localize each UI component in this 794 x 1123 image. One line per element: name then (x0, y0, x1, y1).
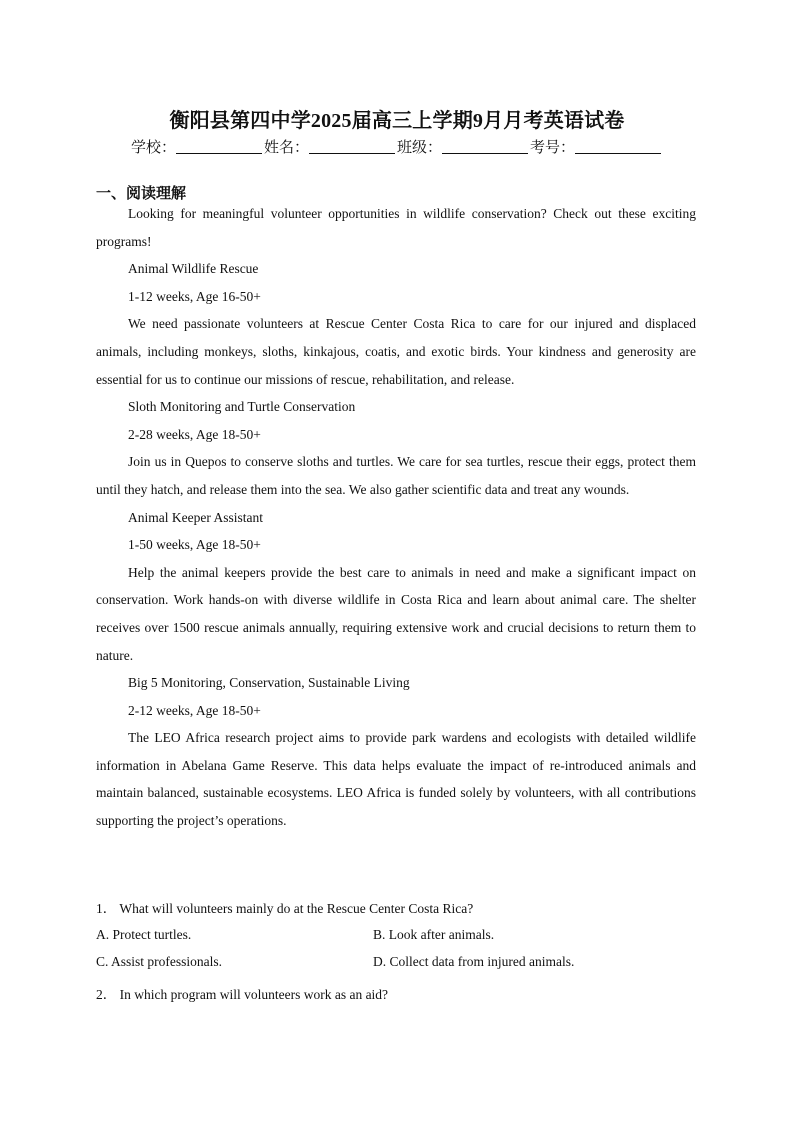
reading-passage (96, 200, 696, 835)
program-name: Animal Keeper Assistant (128, 509, 263, 525)
page-title: 衡阳县第四中学2025届高三上学期9月月考英语试卷 (169, 110, 625, 132)
program-meta: 1-12 weeks, Age 16-50+ (128, 288, 261, 304)
program-description: The LEO Africa research project aims to provide park wardens and ecologists with detailed wildlife information in Abelana Game Reserve. This data helps evaluate the impact of re-introduced animals and maintain balanced, sustainable ecosystems. LEO Africa is funded solely by volunteers, with all contributions supporting the project’s operations. (96, 730, 696, 829)
class-label: 班级： (397, 140, 443, 156)
program-name: Sloth Monitoring and Turtle Conservation (128, 399, 356, 415)
option-c[interactable]: C. Assist professionals. (96, 954, 223, 969)
program-name: Big 5 Monitoring, Conservation, Sustainable Living (128, 675, 410, 691)
program-meta: 2-28 weeks, Age 18-50+ (128, 426, 261, 442)
class-blank[interactable] (442, 139, 528, 154)
program-description: We need passionate volunteers at Rescue Center Costa Rica to care for our injured and displaced animals, including monkeys, sloths, kinkajous, coatis, and exotic birds. Your kindness and generosity are essential for us to continue our missions of rescue, rehabilitation, and release. (96, 316, 696, 387)
option-a[interactable]: A. Protect turtles. (96, 927, 192, 942)
section-title: 一、阅读理解 (96, 186, 187, 202)
program-meta: 2-12 weeks, Age 18-50+ (128, 702, 261, 718)
school-label: 学校： (130, 140, 176, 156)
school-blank[interactable] (176, 139, 262, 154)
program-description: Join us in Quepos to conserve sloths and turtles. We care for sea turtles, rescue their eggs, protect them until they hatch, and release them into the sea. We also gather scientific data and treat any wounds. (96, 454, 696, 497)
program-meta: 1-50 weeks, Age 18-50+ (128, 537, 261, 553)
question-stem: 1． What will volunteers mainly do at the Rescue Center Costa Rica? (96, 901, 474, 916)
passage-intro: Looking for meaningful volunteer opportunities in wildlife conservation? Check out these exciting programs! (96, 206, 696, 249)
option-d[interactable]: D. Collect data from injured animals. (373, 954, 575, 969)
program-description: Help the animal keepers provide the best care to animals in need and make a significant impact on conservation. Work hands-on with diverse wildlife in Costa Rica and learn about animal care. The shelter receives over 1500 rescue animals annually, requiring extensive work and crucial decisions to return them to nature. (96, 564, 696, 663)
exam-number-label: 考号： (530, 140, 576, 156)
option-b[interactable]: B. Look after animals. (373, 927, 495, 942)
student-info-line (0, 136, 794, 157)
question-stem: 2． In which program will volunteers work as an aid? (96, 987, 389, 1002)
exam-number-blank[interactable] (575, 139, 661, 154)
name-blank[interactable] (309, 139, 395, 154)
name-label: 姓名： (263, 140, 309, 156)
program-name: Animal Wildlife Rescue (128, 261, 259, 277)
